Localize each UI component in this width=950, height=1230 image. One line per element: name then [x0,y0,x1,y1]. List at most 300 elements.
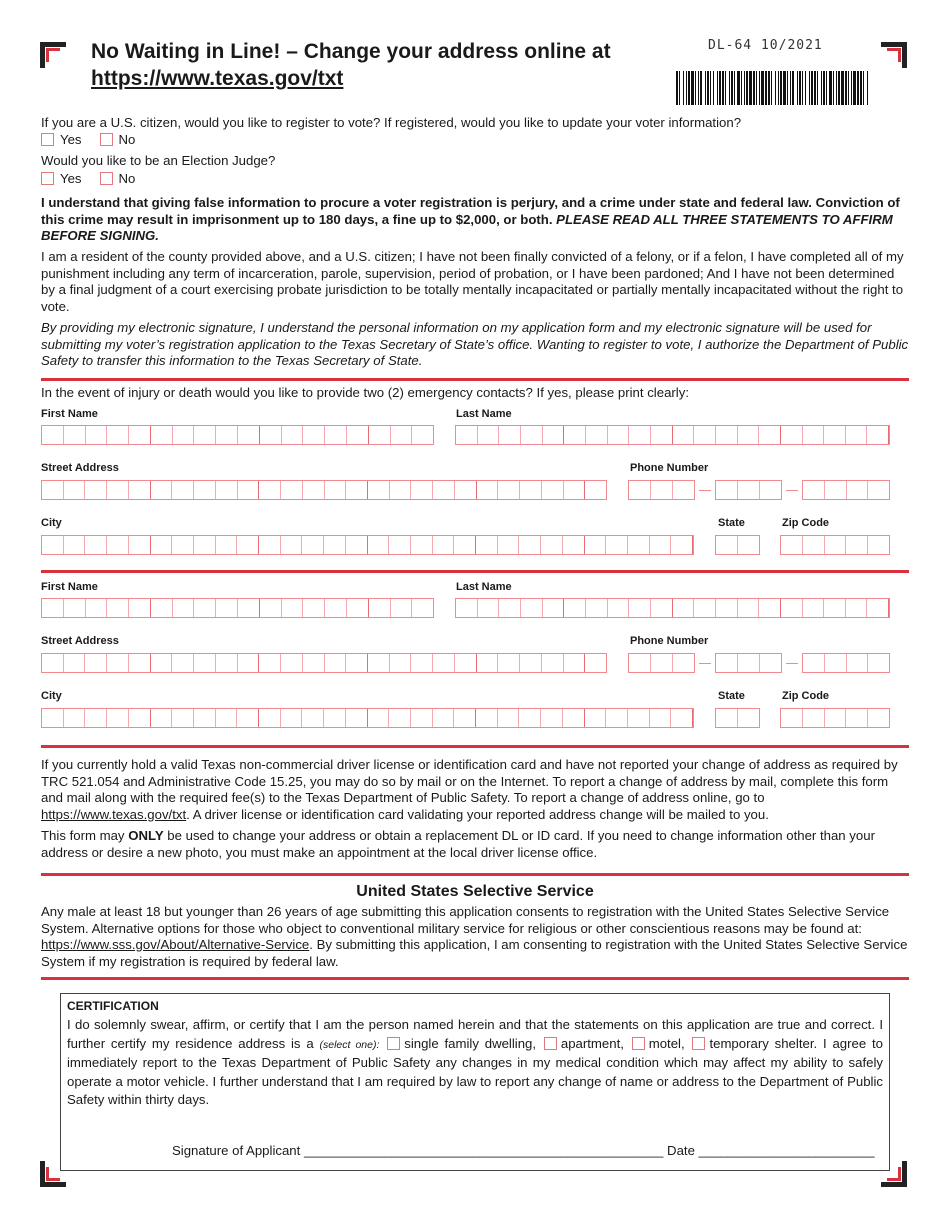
title-line-1: No Waiting in Line! – Change your address online at [91,40,611,63]
char-box[interactable] [651,426,673,444]
char-box[interactable] [85,536,107,554]
usage-pre: This form may [41,828,129,843]
contact2-city-input[interactable] [41,708,694,728]
voter-yes-checkbox[interactable] [41,133,54,146]
char-box[interactable] [825,536,847,554]
char-box[interactable] [543,599,565,617]
char-box[interactable] [433,536,455,554]
char-box[interactable] [499,426,521,444]
char-box[interactable] [259,481,281,499]
char-box[interactable] [650,709,672,727]
char-box[interactable] [521,599,543,617]
char-box[interactable] [476,709,498,727]
char-box[interactable] [369,426,391,444]
char-box[interactable] [738,481,760,499]
char-box[interactable] [346,536,368,554]
char-box[interactable] [563,709,585,727]
char-box[interactable] [759,599,781,617]
char-box[interactable] [456,426,478,444]
char-box[interactable] [411,654,433,672]
voter-yes-label: Yes [60,131,82,147]
contact2-zip-input[interactable] [780,708,890,728]
contact2-phone-line[interactable] [802,653,890,673]
char-box[interactable] [107,536,129,554]
char-box[interactable] [477,654,499,672]
char-box[interactable] [803,426,825,444]
apartment-checkbox[interactable] [544,1037,557,1050]
char-box[interactable] [651,599,673,617]
char-box[interactable] [738,536,759,554]
char-box[interactable] [216,426,238,444]
resident-statement: I am a resident of the county provided above, and a U.S. citizen; I have not been finally convicted of a felony, or if a felon, I have completed all of my punishment including any term of incarceration, parole, supervision, period of probation, or I have been pardoned; And I have not been determined by a final judgment of a court exercising probate jurisdiction to be totally mentally incapacitated or partially mentally incapacitated without the right to vote. [41,249,904,314]
char-box[interactable] [129,426,151,444]
char-box[interactable] [454,709,476,727]
motel-label: motel, [648,1035,685,1051]
char-box[interactable] [541,536,563,554]
char-box[interactable] [476,536,498,554]
char-box[interactable] [391,426,413,444]
char-box[interactable] [542,481,564,499]
char-box[interactable] [867,426,889,444]
char-box[interactable] [412,599,433,617]
char-box[interactable] [325,654,347,672]
contact2-state-input[interactable] [715,708,760,728]
char-box[interactable] [608,426,630,444]
char-box[interactable] [324,536,346,554]
char-box[interactable] [260,599,282,617]
char-box[interactable] [151,709,173,727]
char-box[interactable] [629,654,651,672]
signature-line[interactable]: _________________________________________________ [303,1143,664,1158]
barcode-bar [848,71,849,105]
char-box[interactable] [107,481,129,499]
voter-no-checkbox[interactable] [100,133,113,146]
char-box[interactable] [759,426,781,444]
char-box[interactable] [85,709,107,727]
char-box[interactable] [42,536,64,554]
char-box[interactable] [651,654,673,672]
char-box[interactable] [868,536,889,554]
char-box[interactable] [281,481,303,499]
char-box[interactable] [803,599,825,617]
char-box[interactable] [172,709,194,727]
char-box[interactable] [738,654,760,672]
char-box[interactable] [259,709,281,727]
char-box[interactable] [586,426,608,444]
char-box[interactable] [237,536,259,554]
motel-checkbox[interactable] [632,1037,645,1050]
char-box[interactable] [608,599,630,617]
char-box[interactable] [694,426,716,444]
char-box[interactable] [347,426,369,444]
char-box[interactable] [64,599,86,617]
contact1-street-input[interactable] [41,480,607,500]
barcode-bar [851,71,852,105]
char-box[interactable] [847,654,869,672]
form-usage-note [41,828,909,861]
emergency-prompt: In the event of injury or death would you like to provide two (2) emergency contacts? If yes, please print clearly: [41,385,689,400]
usage-post: be used to change your address or obtain a replacement DL or ID card. If you need to change information other than your address or desire a new photo, you must make an appointment at the local driver license office. [41,828,875,860]
char-box[interactable] [368,536,390,554]
char-box[interactable] [259,536,281,554]
char-box[interactable] [369,599,391,617]
barcode-bar [799,71,801,105]
barcode-bar [746,71,748,105]
char-box[interactable] [455,481,477,499]
char-box[interactable] [411,709,433,727]
char-box[interactable] [281,709,303,727]
char-box[interactable] [760,481,781,499]
barcode-bar [688,71,690,105]
char-box[interactable] [738,599,760,617]
char-box[interactable] [412,426,433,444]
char-box[interactable] [781,709,803,727]
char-box[interactable] [325,426,347,444]
char-box[interactable] [521,426,543,444]
date-line[interactable]: ________________________ [698,1143,875,1158]
barcode-bar [700,71,702,105]
char-box[interactable] [498,709,520,727]
char-box[interactable] [629,481,651,499]
barcode-bar [811,71,813,105]
barcode-bar [857,71,859,105]
contact2-first-name-label: First Name [41,581,98,593]
char-box[interactable] [85,481,107,499]
char-box[interactable] [238,599,260,617]
char-box[interactable] [324,709,346,727]
char-box[interactable] [389,709,411,727]
char-box[interactable] [151,426,173,444]
char-box[interactable] [173,599,195,617]
char-box[interactable] [42,599,64,617]
signature-row [172,1143,875,1158]
char-box[interactable] [543,426,565,444]
contact2-zip-label: Zip Code [782,690,830,702]
char-box[interactable] [673,654,694,672]
char-box[interactable] [194,654,216,672]
char-box[interactable] [519,709,541,727]
char-box[interactable] [803,536,825,554]
char-box[interactable] [716,536,738,554]
char-box[interactable] [846,536,868,554]
char-box[interactable] [651,481,673,499]
char-box[interactable] [64,709,86,727]
char-box[interactable] [303,599,325,617]
barcode-bar [759,71,760,105]
char-box[interactable] [564,426,586,444]
char-box[interactable] [151,481,173,499]
char-box[interactable] [433,709,455,727]
char-box[interactable] [585,481,606,499]
char-box[interactable] [671,709,693,727]
char-box[interactable] [629,426,651,444]
char-box[interactable] [129,654,151,672]
char-box[interactable] [194,481,216,499]
char-box[interactable] [585,709,607,727]
barcode-bar [710,71,711,105]
char-box[interactable] [346,709,368,727]
char-box[interactable] [216,654,238,672]
contact2-street-input[interactable] [41,653,607,673]
char-box[interactable] [846,426,868,444]
char-box[interactable] [542,654,564,672]
char-box[interactable] [564,654,586,672]
contact2-phone-label: Phone Number [630,635,709,647]
char-box[interactable] [694,599,716,617]
temporary-shelter-checkbox[interactable] [692,1037,705,1050]
char-box[interactable] [478,599,500,617]
char-box[interactable] [368,709,390,727]
voter-question: If you are a U.S. citizen, would you like to register to vote? If registered, would you like to update your voter information? [41,115,742,130]
contact2-phone-prefix[interactable] [715,653,782,673]
char-box[interactable] [803,481,825,499]
char-box[interactable] [42,426,64,444]
judge-yes-checkbox[interactable] [41,172,54,185]
char-box[interactable] [433,481,455,499]
contact1-phone-line[interactable] [802,480,890,500]
char-box[interactable] [585,654,606,672]
char-box[interactable] [238,654,260,672]
char-box[interactable] [129,536,151,554]
contact1-phone-area[interactable] [628,480,695,500]
char-box[interactable] [194,709,216,727]
judge-options [41,170,153,186]
char-box[interactable] [825,481,847,499]
char-box[interactable] [151,599,173,617]
char-box[interactable] [172,654,194,672]
char-box[interactable] [42,654,64,672]
contact1-last-name-input[interactable] [455,425,890,445]
char-box[interactable] [520,481,542,499]
char-box[interactable] [64,654,86,672]
char-box[interactable] [673,426,695,444]
sss-link[interactable]: https://www.sss.gov/About/Alternative-Service [41,937,310,952]
char-box[interactable] [478,426,500,444]
char-box[interactable] [390,481,412,499]
char-box[interactable] [390,654,412,672]
char-box[interactable] [107,599,129,617]
contact1-state-label: State [718,517,745,529]
char-box[interactable] [454,536,476,554]
texas-gov-link[interactable]: https://www.texas.gov/txt [41,806,187,822]
char-box[interactable] [716,599,738,617]
temporary-shelter-label: temporary shelter. [709,1035,818,1051]
char-box[interactable] [238,481,260,499]
char-box[interactable] [803,709,825,727]
char-box[interactable] [303,481,325,499]
char-box[interactable] [216,709,238,727]
char-box[interactable] [846,709,868,727]
barcode-bar [765,71,767,105]
signature-label: Signature of Applicant [172,1143,301,1158]
char-box[interactable] [389,536,411,554]
contact2-first-name-input[interactable] [41,598,434,618]
char-box[interactable] [151,536,173,554]
char-box[interactable] [86,426,108,444]
divider [41,378,909,381]
char-box[interactable] [455,654,477,672]
char-box[interactable] [129,709,151,727]
char-box[interactable] [498,536,520,554]
char-box[interactable] [107,426,129,444]
char-box[interactable] [173,426,195,444]
contact2-last-name-input[interactable] [455,598,890,618]
char-box[interactable] [868,481,889,499]
char-box[interactable] [628,536,650,554]
barcode-bar [691,71,694,105]
date-label: Date [667,1143,695,1158]
char-box[interactable] [151,654,173,672]
char-box[interactable] [237,709,259,727]
char-box[interactable] [411,481,433,499]
char-box[interactable] [303,654,325,672]
char-box[interactable] [738,426,760,444]
char-box[interactable] [846,599,868,617]
char-box[interactable] [498,481,520,499]
char-box[interactable] [716,481,738,499]
char-box[interactable] [477,481,499,499]
char-box[interactable] [172,536,194,554]
char-box[interactable] [391,599,413,617]
barcode [676,71,870,105]
char-box[interactable] [42,481,64,499]
apartment-label: apartment, [560,1035,624,1051]
char-box[interactable] [216,536,238,554]
char-box[interactable] [302,536,324,554]
contact2-last-name-label: Last Name [456,581,512,593]
barcode-bar [719,71,721,105]
barcode-bar [676,71,678,105]
char-box[interactable] [673,599,695,617]
char-box[interactable] [86,599,108,617]
char-box[interactable] [868,654,889,672]
char-box[interactable] [346,654,368,672]
char-box[interactable] [606,536,628,554]
char-box[interactable] [628,709,650,727]
barcode-bar [679,71,680,105]
judge-no-checkbox[interactable] [100,172,113,185]
char-box[interactable] [347,599,369,617]
char-box[interactable] [302,709,324,727]
char-box[interactable] [673,481,694,499]
char-box[interactable] [433,654,455,672]
barcode-bar [734,71,735,105]
char-box[interactable] [847,481,869,499]
char-box[interactable] [282,426,304,444]
char-box[interactable] [216,481,238,499]
char-box[interactable] [564,481,586,499]
cert-text: I do solemnly swear, affirm, or certify that I am the person named herein and that the statements on this application are true and correct. I further certify my residence address is a [67,1017,883,1051]
char-box[interactable] [671,536,693,554]
char-box[interactable] [825,654,847,672]
barcode-bar [698,71,699,105]
char-box[interactable] [42,709,64,727]
char-box[interactable] [85,654,107,672]
char-box[interactable] [585,536,607,554]
char-box[interactable] [824,599,846,617]
contact1-phone-prefix[interactable] [715,480,782,500]
contact1-state-input[interactable] [715,535,760,555]
char-box[interactable] [563,536,585,554]
char-box[interactable] [282,599,304,617]
char-box[interactable] [194,536,216,554]
char-box[interactable] [129,599,151,617]
char-box[interactable] [260,426,282,444]
char-box[interactable] [498,654,520,672]
char-box[interactable] [172,481,194,499]
char-box[interactable] [107,709,129,727]
page-title [91,38,611,92]
char-box[interactable] [259,654,281,672]
char-box[interactable] [781,536,803,554]
char-box[interactable] [586,599,608,617]
divider [41,570,909,573]
char-box[interactable] [64,426,86,444]
contact2-phone-area[interactable] [628,653,695,673]
char-box[interactable] [216,599,238,617]
char-box[interactable] [564,599,586,617]
char-box[interactable] [867,599,889,617]
char-box[interactable] [325,481,347,499]
char-box[interactable] [368,654,390,672]
single-family-checkbox[interactable] [387,1037,400,1050]
char-box[interactable] [368,481,390,499]
char-box[interactable] [650,536,672,554]
char-box[interactable] [868,709,889,727]
char-box[interactable] [194,599,216,617]
char-box[interactable] [716,654,738,672]
char-box[interactable] [825,709,847,727]
char-box[interactable] [781,599,803,617]
char-box[interactable] [238,426,260,444]
char-box[interactable] [411,536,433,554]
barcode-bar [761,71,764,105]
char-box[interactable] [803,654,825,672]
char-box[interactable] [456,599,478,617]
char-box[interactable] [346,481,368,499]
char-box[interactable] [303,426,325,444]
char-box[interactable] [541,709,563,727]
title-link[interactable]: https://www.texas.gov/txt [91,67,344,90]
char-box[interactable] [499,599,521,617]
char-box[interactable] [716,426,738,444]
judge-no-label: No [118,170,136,186]
contact1-zip-input[interactable] [780,535,890,555]
char-box[interactable] [194,426,216,444]
char-box[interactable] [738,709,759,727]
char-box[interactable] [629,599,651,617]
char-box[interactable] [281,536,303,554]
char-box[interactable] [64,536,86,554]
perjury-warning [41,195,909,245]
char-box[interactable] [781,426,803,444]
char-box[interactable] [824,426,846,444]
char-box[interactable] [520,654,542,672]
contact1-last-name-label: Last Name [456,408,512,420]
contact1-city-input[interactable] [41,535,694,555]
char-box[interactable] [606,709,628,727]
char-box[interactable] [325,599,347,617]
char-box[interactable] [519,536,541,554]
char-box[interactable] [64,481,86,499]
char-box[interactable] [760,654,781,672]
contact1-first-name-input[interactable] [41,425,434,445]
char-box[interactable] [281,654,303,672]
char-box[interactable] [716,709,738,727]
contact1-phone-label: Phone Number [630,462,709,474]
char-box[interactable] [129,481,151,499]
char-box[interactable] [107,654,129,672]
